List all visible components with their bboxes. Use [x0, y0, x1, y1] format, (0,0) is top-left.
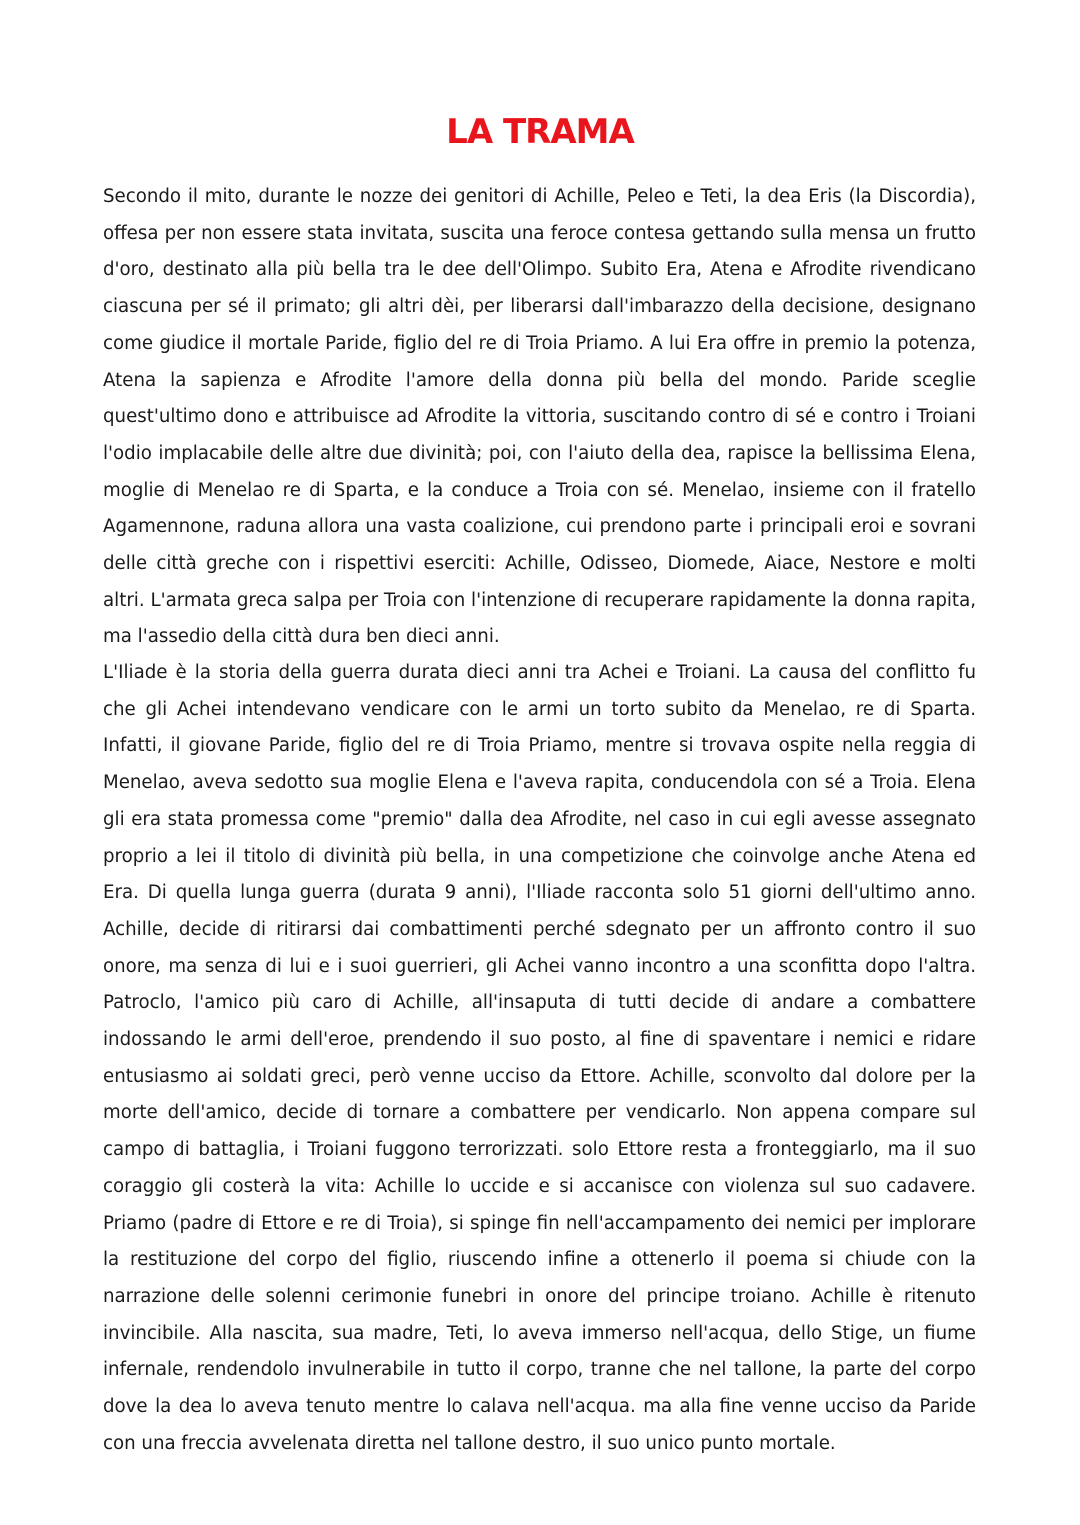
paragraph-myth-origin: Secondo il mito, durante le nozze dei genitori di Achille, Peleo e Teti, la dea Eris (la Discordia), offesa per non essere stata invitata, suscita una feroce contesa gettando sulla mensa un frutto d'oro, destinato alla più bella tra le dee dell'Olimpo. Subito Era, Atena e Afrodite rivendicano ciascuna per sé il primato; gli altri dèi, per liberarsi dall'imbarazzo della decisione, designano come giudice il mortale Paride, figlio del re di Troia Priamo. A lui Era offre in premio la potenza, Atena la sapienza e Afrodite l'amore della donna più bella del mondo. Paride sceglie quest'ultimo dono e attribuisce ad Afrodite la vittoria, suscitando contro di sé e contro i Troiani l'odio implacabile delle altre due divinità; poi, con l'aiuto della dea, rapisce la bellissima Elena, moglie di Menelao re di Sparta, e la conduce a Troia con sé. Menelao, insieme con il fratello Agamennone, raduna allora una vasta coalizione, cui prendono parte i principali eroi e sovrani delle città greche con i rispettivi eserciti: Achille, Odisseo, Diomede, Aiace, Nestore e molti altri. L'armata greca salpa per Troia con l'intenzione di recuperare rapidamente la donna rapita, ma l'assedio della città dura ben dieci anni.: [103, 186, 976, 648]
paragraph-iliad-summary: L'Iliade è la storia della guerra durata dieci anni tra Achei e Troiani. La causa del conflitto fu che gli Achei intendevano vendicare con le armi un torto subito da Menelao, re di Sparta. Infatti, il giovane Paride, figlio del re di Troia Priamo, mentre si trovava ospite nella reggia di Menelao, aveva sedotto sua moglie Elena e l'aveva rapita, conducendola con sé a Troia. Elena gli era stata promessa come "premio" dalla dea Afrodite, nel caso in cui egli avesse assegnato proprio a lei il titolo di divinità più bella, in una competizione che coinvolge anche Atena ed Era. Di quella lunga guerra (durata 9 anni), l'Iliade racconta solo 51 giorni dell'ultimo anno. Achille, decide di ritirarsi dai combattimenti perché sdegnato per un affronto contro il suo onore, ma senza di lui e i suoi guerrieri, gli Achei vanno incontro a una sconfitta dopo l'altra. Patroclo, l'amico più caro di Achille, all'insaputa di tutti decide di andare a combattere indossando le armi dell'eroe, prendendo il suo posto, al fine di spaventare i nemici e ridare entusiasmo ai soldati greci, però venne ucciso da Ettore. Achille, sconvolto dal dolore per la morte dell'amico, decide di tornare a combattere per vendicarlo. Non appena compare sul campo di battaglia, i Troiani fuggono terrorizzati. solo Ettore resta a fronteggiarlo, ma il suo coraggio gli costerà la vita: Achille lo uccide e si accanisce con violenza sul suo cadavere. Priamo (padre di Ettore e re di Troia), si spinge fin nell'accampamento dei nemici per implorare la restituzione del corpo del figlio, riuscendo infine a ottenerlo il poema si chiude con la narrazione delle solenni cerimonie funebri in onore del principe troiano. Achille è ritenuto invincibile. Alla nascita, sua madre, Teti, lo aveva immerso nell'acqua, dello Stige, un fiume infernale, rendendolo invulnerabile in tutto il corpo, tranne che nel tallone, la parte del corpo dove la dea lo aveva tenuto mentre lo calava nell'acqua. ma alla fine venne ucciso da Paride con una freccia avvelenata diretta nel tallone destro, il suo unico punto mortale.: [103, 662, 976, 1454]
page-title: LA TRAMA: [446, 112, 634, 152]
